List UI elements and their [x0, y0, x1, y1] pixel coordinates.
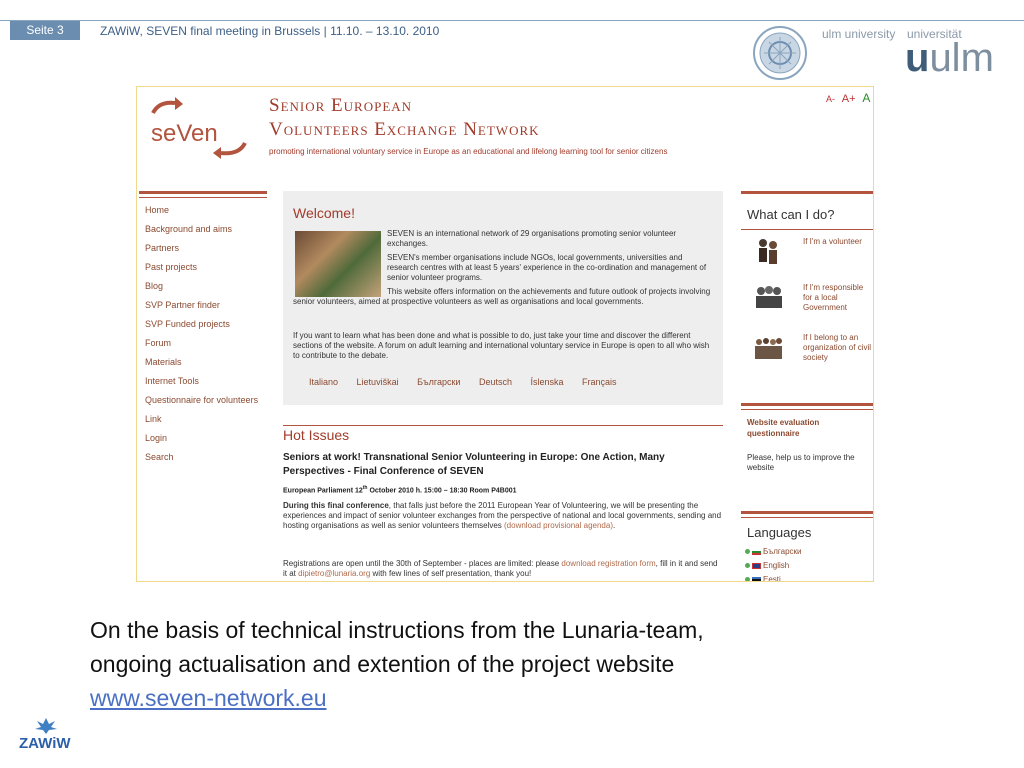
- header-divider: [0, 20, 1024, 21]
- what-rule: [741, 229, 873, 230]
- language-item-estonian[interactable]: [745, 575, 781, 582]
- nav-item-partner-finder[interactable]: SVP Partner finder: [145, 300, 220, 310]
- nav-item-materials[interactable]: Materials: [145, 357, 182, 367]
- caption-line-2: ongoing actualisation and extention of the project website: [90, 651, 675, 677]
- nav-item-link[interactable]: Link: [145, 414, 162, 424]
- hot-p2-b: , fill in it and send it at: [283, 559, 718, 578]
- lang-link-bulgarian[interactable]: Български: [417, 377, 461, 387]
- zawiw-logo-text: ZAWiW: [19, 735, 71, 750]
- hot-issue-date-a: European Parliament 12: [283, 487, 363, 495]
- website-evaluation-heading[interactable]: Website evaluation questionnaire: [747, 418, 820, 438]
- nav-item-home[interactable]: Home: [145, 205, 170, 215]
- what-can-i-do-heading: What can I do?: [747, 207, 835, 222]
- seven-logo: [145, 95, 253, 161]
- hot-issue-paragraph-2: [283, 559, 723, 579]
- estonian-flag-icon: [752, 577, 761, 582]
- site-tagline: promoting international voluntary service in Europe as an educational and lifelong learning tool for senior citizens: [269, 147, 668, 156]
- hot-p2-c: with few lines of self presentation, thank you!: [370, 569, 532, 578]
- font-larger-button[interactable]: A+: [841, 93, 856, 105]
- website-evaluation-text: Please, help us to improve the website: [747, 453, 855, 472]
- radio-icon: [745, 577, 750, 582]
- language-item-english[interactable]: [745, 561, 789, 570]
- welcome-text-4: If you want to learn what has been done and what is possible to do, just take your time and discover the different sections of the website. A forum on adult learning and international voluntary service in Europe is open to all who wish to contribute to the debate.: [293, 331, 710, 360]
- welcome-heading: Welcome!: [293, 205, 355, 221]
- language-label: Български: [763, 547, 802, 556]
- caption-line-1: On the basis of technical instructions from the Lunaria-team,: [90, 617, 704, 643]
- hot-issue-paragraph-1: [283, 501, 723, 531]
- university-seal-icon: [752, 25, 808, 81]
- ulm-logo-first-letter: u: [905, 36, 930, 80]
- font-size-controls: [822, 91, 870, 105]
- slide-caption: [90, 613, 970, 715]
- ulm-university-text: ulm university: [822, 27, 896, 41]
- nav-item-past-projects[interactable]: Past projects: [145, 262, 198, 272]
- eval-top-bar: [741, 403, 873, 406]
- font-reset-button[interactable]: A: [862, 91, 871, 105]
- nav-item-funded-projects[interactable]: SVP Funded projects: [145, 319, 230, 329]
- project-website-link[interactable]: www.seven-network.eu: [90, 685, 327, 711]
- government-people-icon: [753, 283, 783, 313]
- radio-icon: [745, 549, 750, 554]
- radio-icon: [745, 563, 750, 568]
- site-title-line-2: Volunteers Exchange Network: [269, 119, 540, 140]
- welcome-language-links: [309, 377, 633, 387]
- hot-p1-end: .: [612, 521, 616, 530]
- what-item-volunteer[interactable]: [747, 237, 871, 277]
- volunteer-people-icon: [753, 237, 783, 267]
- universitaet-text: universität: [907, 27, 962, 41]
- hot-p1-rest: , that falls just before the 2011 European Year of Volunteering, we will be presenting the experiences and impact of senior volunteer exchanges from the perspective of national and local governments, sending and hosting organisations as well as senior volunteers themselves: [283, 501, 722, 530]
- language-item-bulgarian[interactable]: [745, 547, 802, 556]
- nav-item-background[interactable]: Background and aims: [145, 224, 233, 234]
- nav-item-login[interactable]: Login: [145, 433, 168, 443]
- hot-issue-date-b: October 2010 h. 15:00 – 18:30 Room P4B001: [367, 487, 517, 495]
- zawiw-logo: [18, 716, 76, 750]
- site-nav: [145, 205, 265, 471]
- lang-top-rule: [741, 517, 873, 518]
- hot-issue-date-sup: th: [362, 485, 368, 491]
- ulm-logo: [905, 36, 994, 81]
- lang-link-francais[interactable]: Français: [582, 377, 617, 387]
- right-top-bar: [741, 191, 873, 194]
- lang-top-bar: [741, 511, 873, 514]
- page-number-tab: Seite 3: [10, 21, 80, 40]
- download-registration-link[interactable]: download registration form: [561, 559, 656, 568]
- seven-logo-text: seVen: [151, 120, 218, 147]
- eval-top-rule: [741, 409, 873, 410]
- what-item-volunteer-label: If I'm a volunteer: [803, 237, 862, 246]
- what-item-civil-society[interactable]: [747, 333, 871, 373]
- welcome-text-1: SEVEN is an international network of 29 organisations promoting senior volunteer exchanges.: [387, 229, 677, 248]
- nav-top-rule: [139, 197, 267, 198]
- lang-link-lietuviskai[interactable]: Lietuviškai: [356, 377, 399, 387]
- hot-p1-bold: During this final conference: [283, 501, 389, 510]
- what-item-government[interactable]: [747, 283, 871, 323]
- nav-item-forum[interactable]: Forum: [145, 338, 172, 348]
- nav-item-search[interactable]: Search: [145, 452, 174, 462]
- civil-society-group-icon: [753, 333, 783, 363]
- languages-heading: Languages: [747, 525, 812, 540]
- email-link[interactable]: dipietro@lunaria.org: [298, 569, 371, 578]
- welcome-text-2: SEVEN's member organisations include NGOs, local governments, universities and research centres with at least 5 years' experience in the co-ordination and management of senior volunteer programs.: [387, 253, 707, 282]
- slide-header-title: ZAWiW, SEVEN final meeting in Brussels | 11.10. – 13.10. 2010: [100, 24, 440, 38]
- nav-top-bar: [139, 191, 267, 194]
- hot-issues-heading: Hot Issues: [283, 427, 350, 443]
- hot-issue-date: [283, 485, 517, 494]
- welcome-text-3: This website offers information on the achievements and future outlook of projects involving senior volunteers, aimed at prospective volunteers as well as organisations and local governments.: [293, 287, 711, 306]
- lang-link-deutsch[interactable]: Deutsch: [478, 377, 512, 387]
- website-screenshot: [136, 86, 874, 582]
- nav-item-questionnaire[interactable]: Questionnaire for volunteers: [145, 395, 259, 405]
- hot-p2-a: Registrations are open until the 30th of September - places are limited: please: [283, 559, 562, 568]
- lang-link-islenska[interactable]: Íslenska: [530, 377, 564, 387]
- what-item-government-label: If I'm responsible for a local Government: [803, 283, 864, 312]
- lang-link-italiano[interactable]: Italiano: [309, 377, 339, 387]
- uk-flag-icon: [752, 563, 761, 569]
- hot-issue-title[interactable]: Seniors at work! Transnational Senior Volunteering in Europe: One Action, Many Perspectives - Final Conference of SEVEN: [283, 452, 665, 477]
- nav-item-partners[interactable]: Partners: [145, 243, 180, 253]
- language-label: English: [763, 561, 790, 570]
- nav-item-internet-tools[interactable]: Internet Tools: [145, 376, 199, 386]
- download-agenda-link[interactable]: (download provisional agenda): [504, 521, 613, 530]
- font-smaller-button[interactable]: A-: [826, 94, 835, 104]
- hot-top-rule: [283, 425, 723, 426]
- welcome-panel: [283, 191, 723, 405]
- site-title-line-1: Senior European: [269, 95, 413, 116]
- what-item-civil-society-label: If I belong to an organization of civil society: [803, 333, 872, 362]
- language-label: Eesti: [763, 575, 781, 582]
- ulm-logo-rest: ulm: [929, 36, 994, 80]
- bulgarian-flag-icon: [752, 549, 761, 555]
- nav-item-blog[interactable]: Blog: [145, 281, 164, 291]
